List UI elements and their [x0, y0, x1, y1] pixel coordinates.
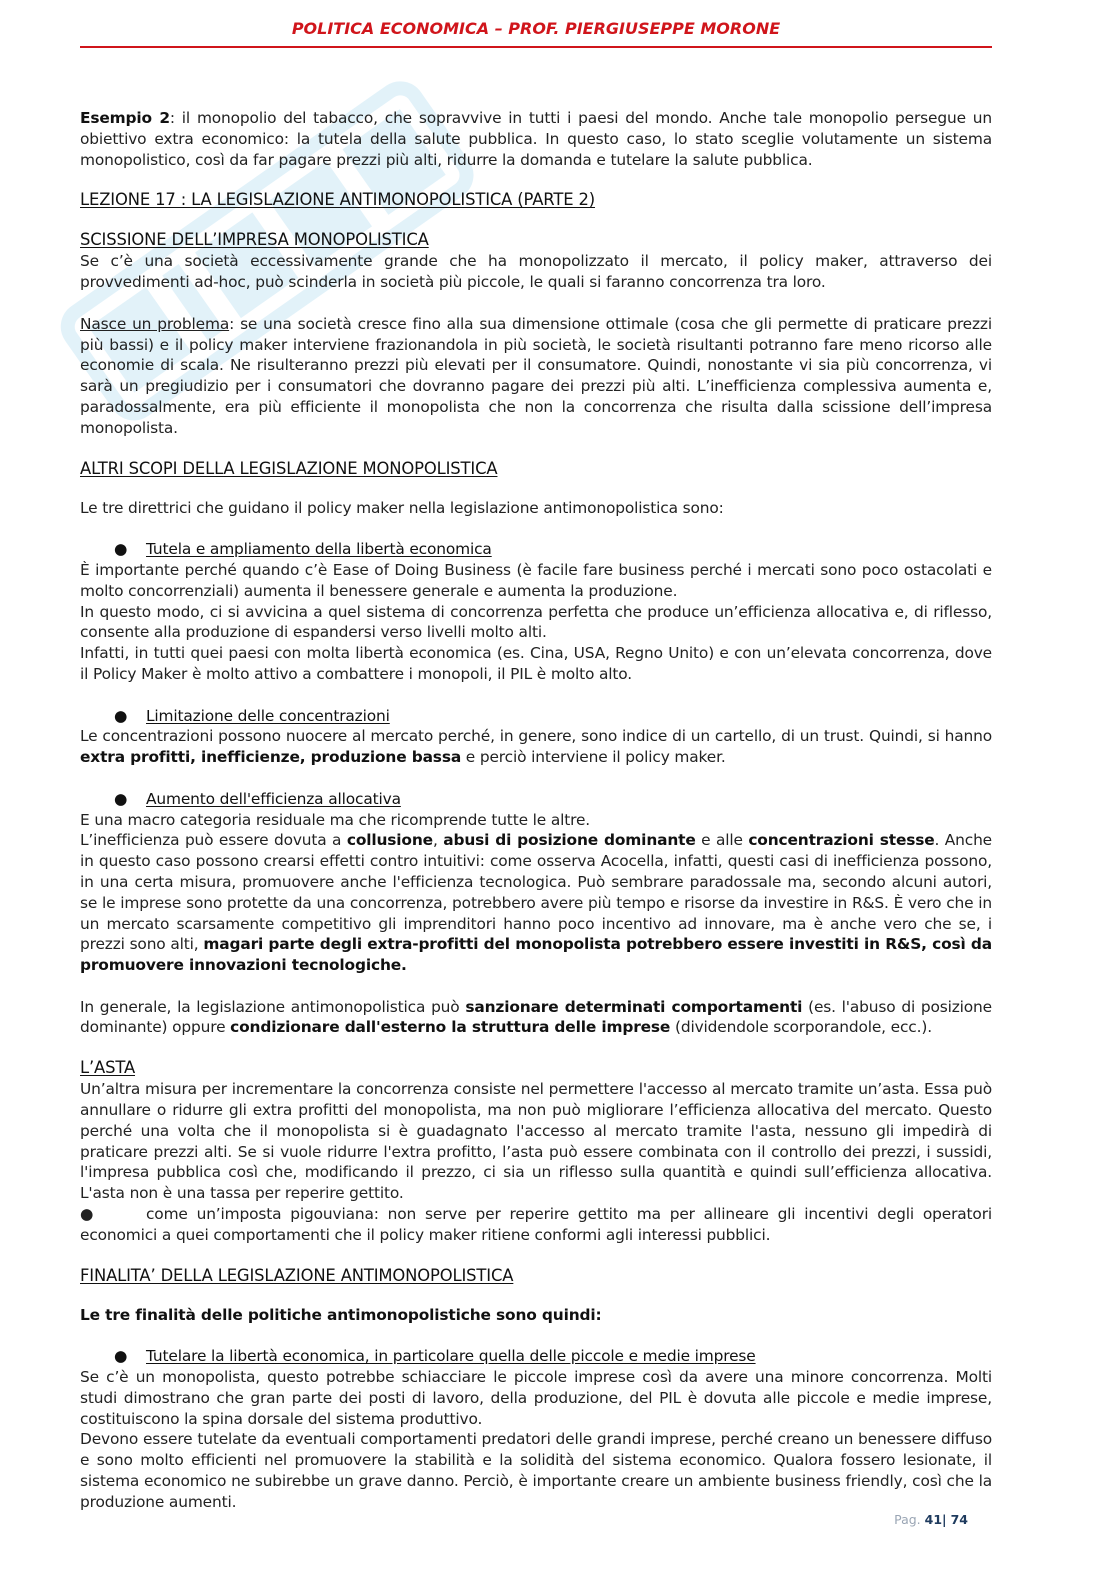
- liberta-paragraph-2: In questo modo, ci si avvicina a quel sistema di concorrenza perfetta che produce un’efficienza allocativa e, di riflesso, consente alla produzione di espandersi verso livelli molto alti.: [80, 602, 992, 642]
- current-page: 41: [924, 1512, 943, 1527]
- problem-label: Nasce un problema: [80, 314, 230, 333]
- bullet-dot: ●: [114, 540, 128, 559]
- text-run: (es. l'abuso di posizione dominante) oppure: [80, 997, 992, 1037]
- text-run: . Anche in questo caso possono crearsi effetti contro intuitivi: come osserva Acocella, infatti, questi casi di inefficienza possono, in una certa misura, promuovere anche l'efficienza tecnologica. Può sembrare paradossale ma, secondo alcuni autori, se le imprese sono protette da una concorrenza, potrebbero avere più tempo e risorse da investire in R&S. È vero che in un mercato scarsamente competitivo gli imprenditori hanno poco incentivo ad innovare, ma è anche vero che se, i prezzi sono alti,: [80, 831, 992, 954]
- text-run: e perciò interviene il policy maker.: [461, 748, 726, 767]
- text-run: Le concentrazioni possono nuocere al mercato perché, in genere, sono indice di un cartello, di un trust. Quindi, si hanno: [80, 727, 992, 746]
- bullet-text: come un’imposta pigouviana: non serve per reperire gettito ma per allineare gli incentivi degli operatori economici a quei comportamenti che il policy maker ritiene conformi agli interessi pubblici.: [80, 1205, 992, 1244]
- efficienza-paragraph-2: [80, 830, 992, 976]
- scissione-heading: SCISSIONE DELL’IMPRESA MONOPOLISTICA: [80, 230, 429, 250]
- page-number: [894, 1512, 968, 1527]
- liberta-paragraph-1: È importante perché quando c’è Ease of Doing Business (è facile fare business perché i mercati sono poco ostacolati e molto concorrenziali) aumenta il benessere generale e aumenta la produzione.: [80, 560, 992, 600]
- finalita-heading: FINALITA’ DELLA LEGISLAZIONE ANTIMONOPOLISTICA: [80, 1265, 514, 1285]
- esempio-text: : il monopolio del tabacco, che sopravvive in tutti i paesi del mondo. Anche tale monopolio persegue un obiettivo extra economico: la tutela della salute pubblica. In questo caso, lo stato sceglie volutamente un sistema monopolistico, così da far pagare prezzi più alti, ridurre la domanda e tutelare la salute pubblica.: [80, 109, 993, 169]
- liberta-paragraph-3: Infatti, in tutti quei paesi con molta libertà economica (es. Cina, USA, Regno Unito) e con un’elevata concorrenza, dove il Policy Maker è molto attivo a combattere i monopoli, il PIL è molto alto.: [80, 644, 992, 683]
- bullet-title: Tutela e ampliamento della libertà economica: [146, 540, 492, 559]
- bold-run: Le tre finalità delle politiche antimonopolistiche sono quindi:: [80, 1305, 602, 1324]
- bullet-title: Aumento dell'efficienza allocativa: [146, 789, 401, 808]
- altri-intro: Le tre direttrici che guidano il policy maker nella legislazione antimonopolistica sono:: [80, 498, 724, 517]
- bullet-dot: ●: [114, 706, 128, 725]
- generale-paragraph: [80, 997, 992, 1039]
- bullet-dot: ●: [114, 789, 128, 808]
- text-run: L’inefficienza può essere dovuta a: [80, 831, 347, 850]
- limitazione-paragraph: [80, 726, 992, 768]
- lezione-title: LEZIONE 17 : LA LEGISLAZIONE ANTIMONOPOLISTICA (PARTE 2): [80, 190, 595, 210]
- finalita-intro: [80, 1305, 992, 1326]
- page-header-title: POLITICA ECONOMICA – PROF. PIERGIUSEPPE MORONE: [291, 19, 781, 38]
- page-separator: |: [942, 1512, 947, 1527]
- bullet-liberta-economica: [114, 539, 992, 560]
- asta-paragraph: Un’altra misura per incrementare la concorrenza consiste nel permettere l'accesso al mercato tramite un’asta. Essa può annullare o ridurre gli extra profitti del monopolista, ma non può migliorare l’efficienza allocativa del mercato. Questo perché una volta che il monopolista si è guadagnato l'accesso al mercato tramite l'asta, nessuno gli impedirà di praticare prezzi alti. Se si vuole ridurre l'extra profitto, l’asta può essere combinata con il controllo dei prezzi, i sussidi, l'impresa pubblica così che, modificando il prezzo, ci sia un riflesso sulla quantità e quindi sull’efficienza allocativa. L'asta non è una tassa per reperire gettito.: [80, 1080, 992, 1203]
- total-pages: 74: [950, 1512, 968, 1527]
- main-content: [80, 108, 992, 1513]
- asta-bullet: [80, 1204, 992, 1246]
- text-run: e alle: [695, 831, 749, 850]
- bullet-dot: ●: [114, 1347, 128, 1366]
- scissione-paragraph-1: Se c’è una società eccessivamente grande che ha monopolizzato il mercato, il policy maker, attraverso dei provvedimenti ad-hoc, può scinderla in società più piccole, le quali si faranno concorrenza tra loro.: [80, 252, 992, 292]
- bullet-limitazione: [114, 706, 992, 727]
- bold-run: condizionare dall'esterno la struttura delle imprese: [230, 1018, 671, 1037]
- problem-text: : se una società cresce fino alla sua dimensione ottimale (cosa che gli permette di praticare prezzi più bassi) e il policy maker interviene frazionandola in più società, le società risultanti potranno fare meno ricorso alle economie di scala. Ne risulteranno prezzi più elevati per il consumatore. Quindi, nonostante vi sia più concorrenza, vi sarà un pregiudizio per i consumatori che dovranno pagare dei prezzi più alti. L’inefficienza complessiva aumenta e, paradossalmente, era più efficiente il monopolista che non la concorrenza che risulta dalla scissione dell’impresa monopolista.: [80, 314, 992, 437]
- bullet-title: Limitazione delle concentrazioni: [146, 706, 390, 725]
- scissione-paragraph-2: [80, 314, 992, 439]
- esempio-paragraph: [80, 108, 992, 170]
- esempio-label: Esempio 2: [80, 109, 170, 127]
- finalita-paragraph-2: Devono essere tutelate da eventuali comportamenti predatori delle grandi imprese, perché creano un benessere diffuso e sono molto efficienti nel promuovere la stabilità e la solidità del sistema economico. Qualora fossero lesionate, il sistema economico ne subirebbe un grave danno. Perciò, è importante creare un ambiente business friendly, così che la produzione aumenti.: [80, 1430, 992, 1511]
- bullet-title: Tutelare la libertà economica, in particolare quella delle piccole e medie imprese: [146, 1347, 756, 1366]
- bold-run: sanzionare determinati comportamenti: [465, 997, 803, 1016]
- asta-heading: L’ASTA: [80, 1058, 136, 1078]
- header-rule: [80, 46, 992, 48]
- altri-scopi-heading: ALTRI SCOPI DELLA LEGISLAZIONE MONOPOLISTICA: [80, 458, 498, 478]
- text-run: (dividendole scorporandole, ecc.).: [670, 1018, 932, 1037]
- bold-run: extra profitti, inefficienze, produzione bassa: [80, 748, 462, 767]
- bold-run: magari parte degli extra-profitti del monopolista potrebbero essere investiti in R&S, così da promuovere innovazioni tecnologiche.: [80, 935, 993, 975]
- bullet-tutelare-pmi: [114, 1346, 992, 1367]
- bold-run: concentrazioni stesse: [748, 831, 935, 850]
- efficienza-paragraph-1: E una macro categoria residuale ma che ricomprende tutte le altre.: [80, 810, 591, 829]
- text-run: ,: [432, 831, 444, 850]
- bold-run: collusione: [346, 831, 433, 850]
- bullet-dot: ●: [80, 1205, 94, 1224]
- finalita-paragraph-1: Se c’è un monopolista, questo potrebbe schiacciare le piccole imprese così da avere una minore concorrenza. Molti studi dimostrano che gran parte dei posti di lavoro, della produzione, del PIL è dovuta alle piccole e medie imprese, costituiscono la spina dorsale del sistema produttivo.: [80, 1368, 992, 1428]
- bold-run: abusi di posizione dominante: [443, 831, 696, 850]
- bullet-efficienza: [114, 789, 992, 810]
- page-label: Pag.: [894, 1512, 921, 1527]
- text-run: In generale, la legislazione antimonopolistica può: [80, 997, 466, 1016]
